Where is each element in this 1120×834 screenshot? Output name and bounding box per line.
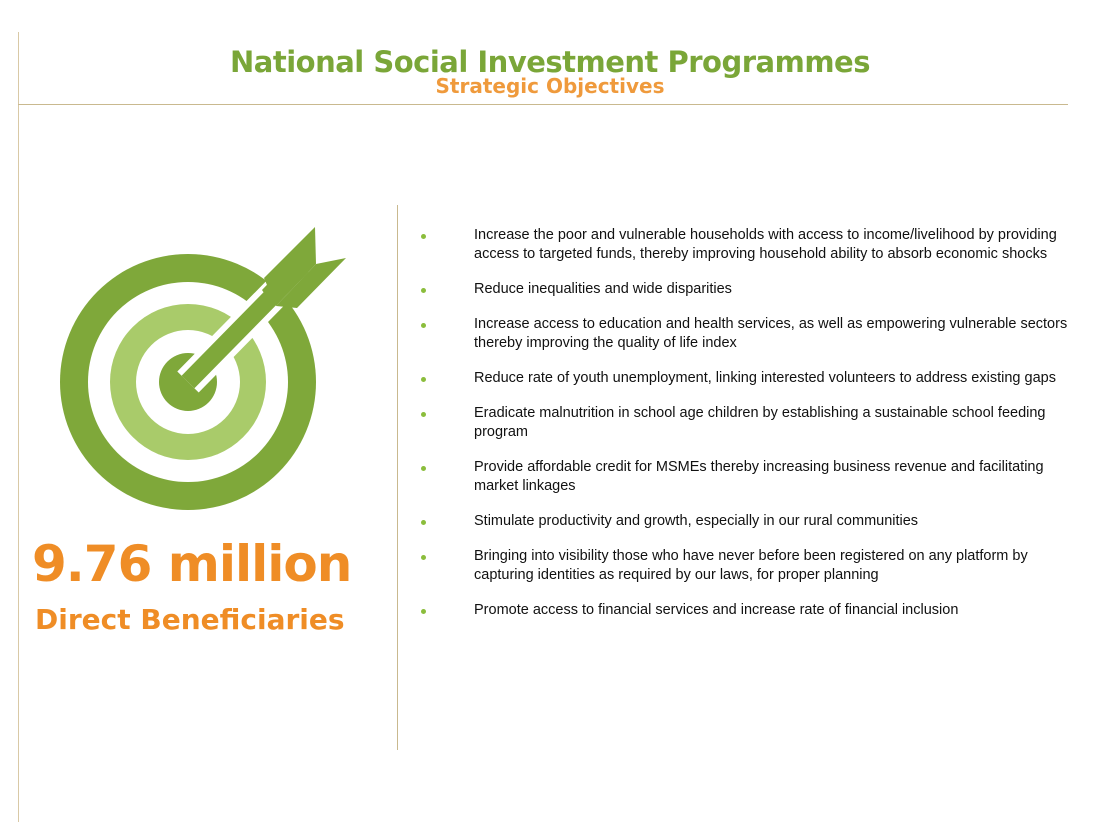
objective-text: Increase access to education and health services, as well as empowering vulnerable sectors thereby improving the quality of life index	[474, 316, 1068, 351]
objective-text: Stimulate productivity and growth, especially in our rural communities	[474, 513, 919, 529]
page-title: National Social Investment Programmes	[230, 45, 870, 80]
objective-item	[418, 280, 1078, 299]
objective-item	[418, 547, 1078, 585]
objective-text: Provide affordable credit for MSMEs thereby increasing business revenue and facilitating market linkages	[474, 459, 1044, 494]
objective-text: Eradicate malnutrition in school age children by establishing a sustainable school feeding program	[474, 405, 1046, 440]
objective-item	[418, 512, 1078, 531]
bullet-icon	[421, 288, 426, 293]
objective-text: Reduce rate of youth unemployment, linking interested volunteers to address existing gaps	[474, 370, 1056, 386]
beneficiaries-count: 9.76 million	[32, 535, 352, 593]
bullet-icon	[421, 323, 426, 328]
objective-item	[418, 404, 1078, 442]
beneficiaries-label: Direct Beneficiaries	[35, 603, 345, 636]
page-subtitle: Strategic Objectives	[435, 74, 665, 98]
vertical-divider	[397, 205, 398, 750]
objective-text: Increase the poor and vulnerable households with access to income/livelihood by providing access to targeted funds, thereby improving household ability to absorb economic shocks	[474, 227, 1057, 262]
bullet-icon	[421, 555, 426, 560]
objective-item	[418, 369, 1078, 388]
target-with-arrow-icon	[50, 220, 350, 520]
objective-item	[418, 601, 1078, 620]
bullet-icon	[421, 520, 426, 525]
bullet-icon	[421, 466, 426, 471]
objective-text: Bringing into visibility those who have never before been registered on any platform by capturing identities as required by our laws, for proper planning	[474, 548, 1028, 583]
objective-item	[418, 315, 1078, 353]
bullet-icon	[421, 234, 426, 239]
strategic-objectives-list	[418, 226, 1078, 636]
objective-item	[418, 226, 1078, 264]
bullet-icon	[421, 609, 426, 614]
objective-text: Reduce inequalities and wide disparities	[474, 281, 732, 297]
objective-item	[418, 458, 1078, 496]
bullet-icon	[421, 412, 426, 417]
objective-text: Promote access to financial services and increase rate of financial inclusion	[474, 602, 959, 618]
bullet-icon	[421, 377, 426, 382]
header-divider	[18, 104, 1068, 105]
left-margin-rule	[18, 32, 19, 822]
